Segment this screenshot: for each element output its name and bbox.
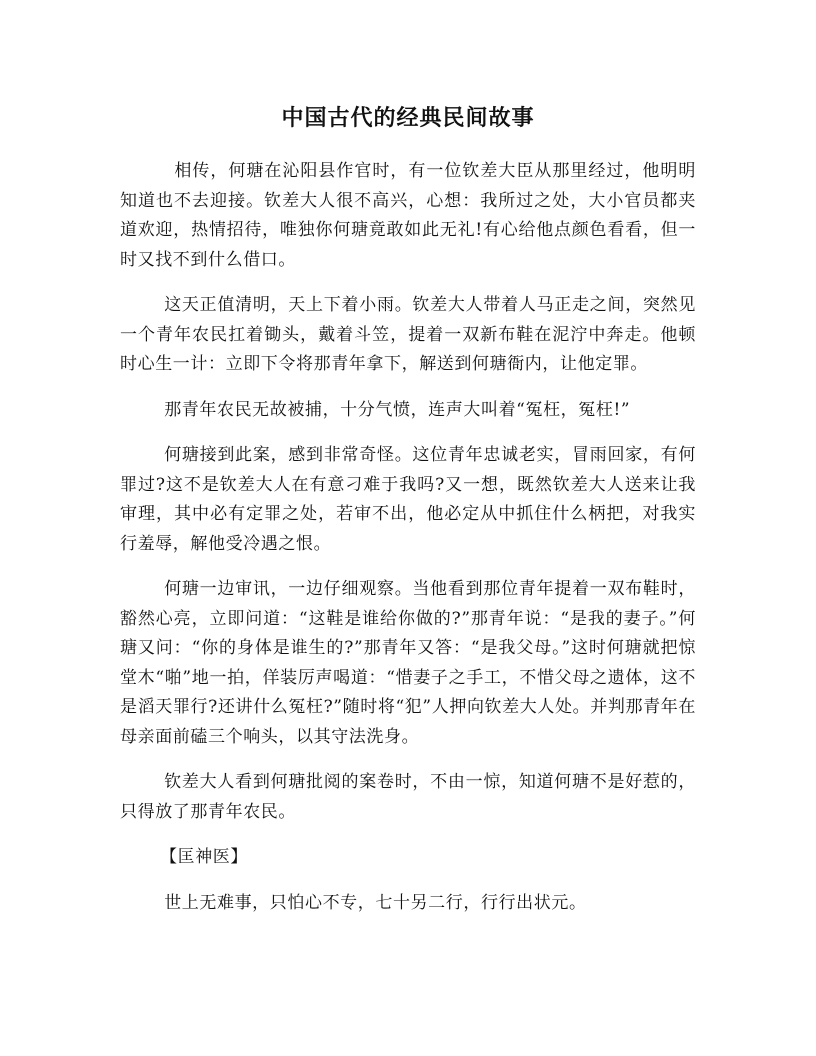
closing-line: 世上无难事，只怕心不专，七十另二行，行行出状元。: [164, 892, 587, 913]
paragraph-3: 那青年农民无故被捕，十分气愤，连声大叫着“冤枉，冤枉!”: [164, 399, 631, 420]
document-title: 中国古代的经典民间故事: [281, 106, 535, 131]
document-body: [120, 157, 696, 934]
paragraph-6: 钦差大人看到何瑭批阅的案卷时，不由一惊，知道何瑭不是好惹的，只得放了那青年农民。: [120, 772, 696, 822]
paragraph-1: 相传，何瑭在沁阳县作官时，有一位钦差大臣从那里经过，他明明知道也不去迎接。钦差大人很不高兴，心想：我所过之处，大小官员都夹道欢迎，热情招待，唯独你何瑭竟敢如此无礼!有心给他点颜色看看，但一时又找不到什么借口。: [120, 161, 696, 270]
paragraph-5: 何瑭一边审讯，一边仔细观察。当他看到那位青年提着一双布鞋时，豁然心亮，立即问道：“这鞋是谁给你做的?”那青年说：“是我的妻子。”何瑭又问：“你的身体是谁生的?”那青年又答：“是我父母。”这时何瑭就把惊堂木“啪”地一拍，佯装厉声喝道：“惜妻子之手工，不惜父母之遗体，这不是滔天罪行?还讲什么冤枉?”随时将“犯”人押向钦差大人处。并判那青年在母亲面前磕三个响头，以其守法洗身。: [120, 579, 696, 747]
paragraph-2: 这天正值清明，天上下着小雨。钦差大人带着人马正走之间，突然见一个青年农民扛着锄头，戴着斗笠，提着一双新布鞋在泥泞中奔走。他顿时心生一计：立即下令将那青年拿下，解送到何瑭衙内，让他定罪。: [120, 295, 696, 374]
paragraph-4: 何瑭接到此案，感到非常奇怪。这位青年忠诚老实，冒雨回家，有何罪过?这不是钦差大人在有意刁难于我吗?又一想，既然钦差大人送来让我审理，其中必有定罪之处，若审不出，他必定从中抓住什么柄把，对我实行羞辱，解他受冷遇之恨。: [120, 445, 696, 554]
section-heading: 【匡神医】: [160, 847, 248, 867]
